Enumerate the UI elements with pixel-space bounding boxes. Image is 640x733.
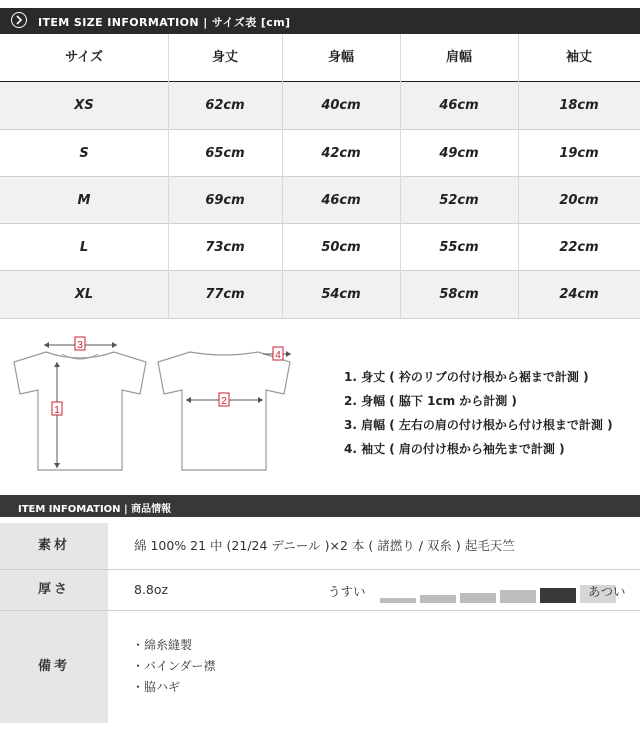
size-label: XS: [74, 98, 94, 113]
chevron-right-icon: [11, 12, 27, 28]
shoulder-value: 46cm: [439, 98, 479, 113]
thickness-value: 8.8oz: [134, 582, 169, 597]
length-value: 62cm: [205, 98, 245, 113]
width-value: 54cm: [321, 287, 361, 302]
header-shoulder: 肩幅: [445, 50, 472, 65]
measurement-legend: [344, 365, 613, 461]
thickness-row: [0, 570, 640, 611]
shoulder-value: 58cm: [439, 287, 479, 302]
list-item: ・脇ハギ: [132, 680, 181, 694]
length-value: 69cm: [205, 193, 245, 208]
thickness-step: [420, 595, 456, 603]
width-value: 50cm: [321, 240, 361, 255]
legend-item: 2. 身幅 ( 脇下 1cm から計測 ): [344, 394, 517, 408]
marker-2: 2: [221, 396, 227, 407]
thickness-label: 厚さ: [0, 570, 108, 610]
size-label: M: [77, 193, 91, 208]
length-value: 65cm: [205, 146, 245, 161]
tshirt-diagram: [0, 330, 310, 480]
thickness-step: [540, 588, 576, 603]
shoulder-value: 49cm: [439, 146, 479, 161]
sleeve-value: 18cm: [559, 98, 599, 113]
thickness-step: [500, 590, 536, 603]
shoulder-value: 52cm: [439, 193, 479, 208]
length-value: 73cm: [205, 240, 245, 255]
marker-4: 4: [275, 350, 281, 361]
material-label: 素材: [0, 523, 108, 569]
size-label: L: [79, 240, 89, 255]
size-info-title: ITEM SIZE INFORMATION | サイズ表 [cm]: [38, 16, 291, 29]
length-value: 77cm: [205, 287, 245, 302]
size-label: XL: [74, 287, 94, 302]
size-table-header: [0, 34, 640, 81]
table-row: [0, 82, 640, 129]
list-item: ・綿糸縫製: [132, 638, 193, 652]
list-item: ・バインダー襟: [132, 659, 216, 673]
size-label: S: [79, 146, 89, 161]
sleeve-value: 24cm: [559, 287, 599, 302]
header-size: サイズ: [65, 50, 103, 65]
thickness-step: [460, 593, 496, 603]
legend-item: 4. 袖丈 ( 肩の付け根から袖先まで計測 ): [344, 442, 565, 456]
notes-row: [0, 611, 640, 724]
notes-label: 備考: [0, 611, 108, 723]
legend-item: 1. 身丈 ( 衿のリブの付け根から裾まで計測 ): [344, 370, 589, 384]
marker-1: 1: [54, 405, 60, 416]
table-row: [0, 224, 640, 271]
sleeve-value: 19cm: [559, 146, 599, 161]
size-info-header: [0, 8, 640, 34]
width-value: 46cm: [321, 193, 361, 208]
table-row: [0, 271, 640, 318]
legend-item: 3. 肩幅 ( 左右の肩の付け根から付け根まで計測 ): [344, 418, 613, 432]
header-length: 身丈: [211, 50, 238, 65]
header-width: 身幅: [327, 50, 354, 65]
material-row: [0, 523, 640, 570]
thickness-step: [380, 598, 416, 603]
item-info-title: ITEM INFOMATION | 商品情報: [18, 504, 172, 515]
thickness-scale: [380, 570, 580, 610]
sleeve-value: 20cm: [559, 193, 599, 208]
thickness-thin-label: うすい: [328, 584, 366, 599]
shoulder-value: 55cm: [439, 240, 479, 255]
sleeve-value: 22cm: [559, 240, 599, 255]
width-value: 40cm: [321, 98, 361, 113]
item-info-header: [0, 495, 640, 517]
table-row: [0, 177, 640, 224]
material-value: 綿 100% 21 中 (21/24 デニール )×2 本 ( 諸撚り / 双糸 ) 起毛天竺: [108, 523, 640, 569]
table-row: [0, 130, 640, 177]
header-sleeve: 袖丈: [565, 50, 592, 65]
width-value: 42cm: [321, 146, 361, 161]
thickness-thick-label: あつい: [588, 584, 626, 599]
marker-3: 3: [77, 340, 83, 351]
